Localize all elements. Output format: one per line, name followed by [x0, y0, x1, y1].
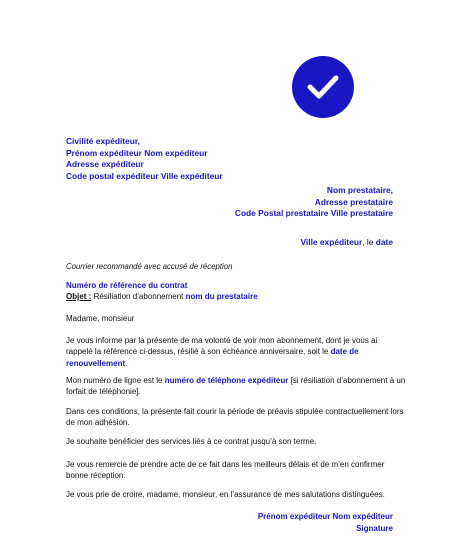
subject-line — [66, 292, 258, 301]
paragraph-termination-end: . — [125, 358, 128, 368]
greeting: Madame, monsieur — [66, 314, 135, 323]
registered-mail-note: Courrier recommandé avec accusé de réception — [66, 262, 233, 271]
sender-civility: Civilité expéditeur, — [66, 136, 141, 146]
recipient-address-block — [235, 185, 393, 220]
contract-reference: Numéro de référence du contrat — [66, 281, 188, 290]
sender-postal-city: Code postal expéditeur Ville expéditeur — [66, 170, 223, 181]
paragraph-phone-end: [si résiliation d’abonnement à un forfait de téléphonie]. — [66, 376, 406, 397]
signature-block — [258, 511, 393, 534]
sender-city: Ville expéditeur — [300, 237, 363, 247]
renewal-date-field: date de renouvellement — [66, 347, 359, 368]
checkmark-icon — [292, 56, 354, 118]
checkmark-glyph — [306, 73, 340, 101]
paragraph-confirmation: Je vous remercie de prendre acte de ce fait dans les meilleurs délais et de m’en confirmer bonne réception. — [66, 460, 385, 481]
paragraph-closing: Je vous prie de croire, madame, monsieur, en l’assurance de mes salutations distinguées. — [66, 490, 385, 499]
sender-address-block — [66, 136, 223, 182]
place-date-line — [301, 237, 394, 247]
sender-name: Prénom expéditeur Nom expéditeur — [66, 147, 208, 158]
subject-label: Objet : — [66, 292, 92, 301]
paragraph-notice-period: Dans ces conditions, la présente fait courir la période de préavis stipulée contractuellement lors de mon adhésion. — [66, 407, 404, 428]
provider-name: nom du prestataire — [185, 292, 258, 301]
signature-name: Prénom expéditeur Nom expéditeur — [257, 512, 393, 521]
subject-text: Résiliation d’abonnement — [91, 292, 186, 301]
recipient-name: Nom prestataire, — [326, 185, 393, 195]
paragraph-phone-line — [66, 375, 406, 398]
letter-date: date — [375, 237, 393, 247]
paragraph-termination — [66, 335, 406, 369]
recipient-address: Adresse prestataire — [314, 196, 393, 207]
phone-number-field: numéro de téléphone expéditeur — [164, 376, 289, 385]
date-separator: , le — [362, 237, 376, 247]
paragraph-termination-text: Je vous informe par la présente de ma volonté de voir mon abonnement, dont je vous ai rappelé la référence ci-dessus, résilié à son échéance anniversaire, soit le — [66, 336, 378, 357]
paragraph-services: Je souhaite bénéficier des services liés à ce contrat jusqu’à son terme. — [66, 437, 317, 446]
recipient-postal-city: Code Postal prestataire Ville prestataire — [234, 208, 393, 219]
signature-label: Signature — [356, 523, 393, 533]
sender-address: Adresse expéditeur — [66, 159, 144, 170]
paragraph-phone-text: Mon numéro de ligne est le — [66, 376, 165, 385]
